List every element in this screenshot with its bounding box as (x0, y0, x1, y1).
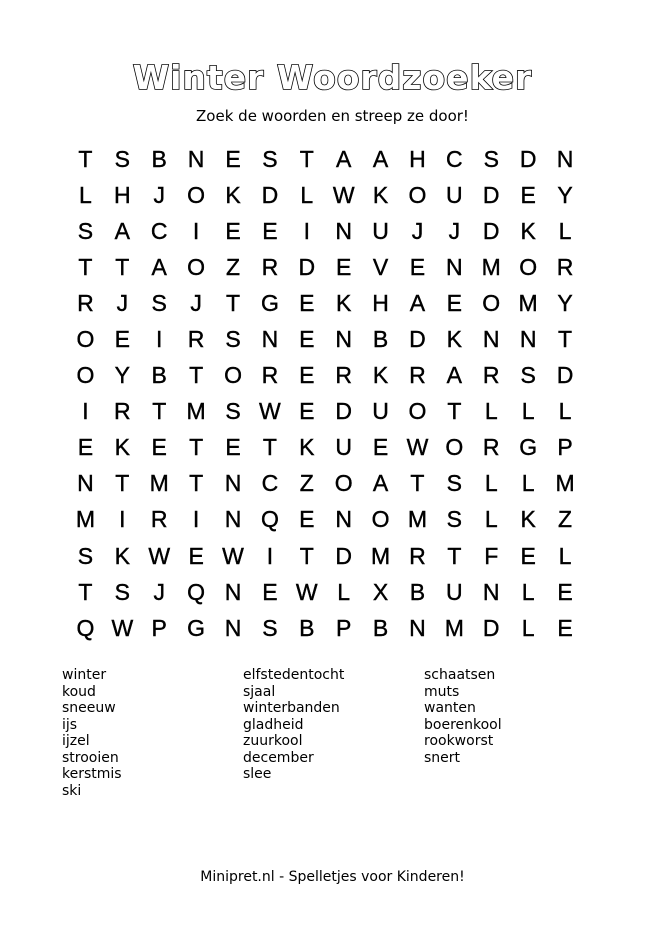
grid-cell: K (299, 434, 315, 461)
grid-cell: M (481, 253, 501, 280)
grid-cell: B (409, 578, 426, 605)
grid-cell: R (261, 253, 279, 280)
grid-cell: R (77, 289, 94, 316)
grid-cell: C (446, 145, 463, 172)
grid-cell: D (335, 398, 352, 425)
grid-cell: T (557, 326, 573, 353)
grid-cell: R (556, 253, 574, 280)
grid-cell: T (152, 398, 167, 425)
grid-cell: J (190, 289, 202, 316)
grid-cell: O (408, 181, 427, 208)
grid-cell: N (482, 326, 500, 353)
grid-cell: S (262, 145, 278, 172)
grid-cell: W (295, 578, 318, 605)
grid-cell: O (187, 181, 206, 208)
grid-cell: D (261, 181, 279, 208)
word-list-item: slee (243, 766, 272, 782)
grid-cell: E (299, 506, 315, 533)
grid-cell: E (114, 326, 130, 353)
grid-cell: L (521, 614, 535, 641)
grid-cell: O (224, 362, 242, 389)
grid-cell: N (187, 145, 205, 172)
grid-cell: M (444, 614, 464, 641)
grid-cell: A (151, 253, 167, 280)
grid-cell: O (371, 506, 390, 533)
footer-credit: Minipret.nl - Spelletjes voor Kinderen! (200, 869, 465, 885)
grid-cell: M (407, 506, 428, 533)
grid-cell: J (411, 217, 424, 244)
grid-cell: L (521, 578, 535, 605)
grid-cell: T (115, 470, 130, 497)
grid-cell: L (484, 506, 498, 533)
word-list-item: december (243, 749, 314, 766)
grid-cell: S (483, 145, 499, 172)
grid-cell: I (192, 506, 200, 533)
word-list-column-1 (62, 667, 122, 799)
grid-cell: E (446, 289, 463, 316)
grid-cell: N (409, 614, 426, 641)
grid-cell: I (119, 506, 126, 533)
grid-cell: Z (557, 506, 573, 533)
grid-cell: E (151, 434, 167, 461)
grid-cell: N (224, 470, 242, 497)
grid-cell: F (484, 542, 499, 569)
word-list-item: rookworst (424, 733, 494, 749)
grid-cell: M (149, 470, 169, 497)
grid-cell: O (76, 362, 95, 389)
grid-cell: J (153, 181, 165, 208)
grid-cell: A (409, 289, 426, 316)
grid-cell: N (77, 470, 94, 497)
grid-cell: B (299, 614, 315, 641)
grid-cell: E (557, 614, 573, 641)
grid-cell: G (519, 434, 538, 461)
grid-cell: T (189, 470, 204, 497)
grid-cell: D (482, 181, 500, 208)
grid-cell: T (189, 362, 204, 389)
grid-cell: K (520, 506, 536, 533)
grid-cell: H (409, 145, 426, 172)
grid-cell: R (409, 542, 426, 569)
grid-cell: D (298, 253, 316, 280)
grid-cell: T (410, 470, 425, 497)
grid-cell: K (225, 181, 241, 208)
grid-cell: T (447, 542, 462, 569)
grid-cell: D (409, 326, 426, 353)
grid-cell: U (335, 434, 352, 461)
grid-cell: S (446, 506, 463, 533)
grid-cell: B (372, 614, 389, 641)
grid-cell: R (187, 326, 205, 353)
grid-cell: D (482, 217, 500, 244)
grid-cell: S (151, 289, 167, 316)
grid-cell: Z (299, 470, 314, 497)
grid-cell: L (337, 578, 351, 605)
grid-cell: S (114, 578, 130, 605)
grid-cell: O (482, 289, 501, 316)
grid-cell: S (77, 542, 94, 569)
grid-cell: E (520, 542, 536, 569)
grid-cell: R (482, 362, 500, 389)
word-list-item: wanten (424, 700, 476, 716)
grid-cell: Y (114, 362, 130, 389)
grid-cell: E (299, 289, 315, 316)
grid-cell: N (224, 578, 242, 605)
grid-cell: T (299, 145, 314, 172)
grid-cell: T (447, 398, 462, 425)
grid-cell: D (519, 145, 537, 172)
grid-cell: J (116, 289, 129, 316)
grid-cell: W (222, 542, 244, 569)
grid-cell: N (482, 578, 500, 605)
grid-cell: I (266, 542, 274, 569)
word-list-item: boerenkool (424, 716, 502, 733)
grid-cell: I (156, 326, 163, 353)
word-list-item: winter (62, 667, 107, 683)
grid-cell: L (484, 470, 498, 497)
word-list-item: schaatsen (424, 667, 496, 683)
grid-cell: U (372, 398, 389, 425)
word-list-item: winterbanden (243, 700, 340, 716)
grid-cell: L (521, 470, 535, 497)
word-list-item: strooien (62, 749, 119, 766)
page-title: Winter Woordzoeker (132, 58, 533, 97)
grid-cell: N (224, 614, 242, 641)
grid-cell: G (187, 614, 206, 641)
grid-cell: U (372, 217, 389, 244)
grid-cell: O (408, 398, 427, 425)
grid-cell: S (520, 362, 536, 389)
grid-cell: L (300, 181, 314, 208)
grid-cell: E (372, 434, 389, 461)
grid-cell: L (79, 181, 92, 208)
grid-cell: L (558, 398, 572, 425)
grid-cell: T (78, 578, 93, 605)
word-list-item: zuurkool (243, 733, 303, 749)
word-list-column-3 (424, 667, 502, 766)
grid-cell: E (336, 253, 352, 280)
page-subtitle: Zoek de woorden en streep ze door! (196, 107, 469, 125)
grid-cell: M (518, 289, 538, 316)
word-list-item: gladheid (243, 716, 304, 733)
word-list-item: ijs (62, 716, 78, 733)
grid-cell: D (556, 362, 574, 389)
grid-cell: W (406, 434, 429, 461)
grid-cell: I (303, 217, 310, 244)
grid-cell: R (335, 362, 352, 389)
grid-cell: R (150, 506, 168, 533)
grid-cell: W (259, 398, 281, 425)
grid-cell: R (409, 362, 426, 389)
grid-cell: W (111, 614, 134, 641)
grid-cell: N (224, 506, 242, 533)
grid-cell: Q (260, 506, 279, 533)
grid-cell: N (335, 326, 352, 353)
grid-cell: L (558, 217, 572, 244)
grid-cell: C (261, 470, 279, 497)
grid-cell: T (225, 289, 241, 316)
grid-cell: S (262, 614, 278, 641)
grid-cell: T (78, 253, 93, 280)
grid-cell: L (558, 542, 572, 569)
grid-cell: B (151, 362, 167, 389)
grid-cell: O (76, 326, 95, 353)
grid-cell: R (114, 398, 131, 425)
grid-cell: L (521, 398, 535, 425)
grid-cell: B (372, 326, 389, 353)
grid-cell: Q (187, 578, 206, 605)
grid-cell: Z (225, 253, 241, 280)
grid-cell: E (299, 362, 315, 389)
grid-cell: T (189, 434, 204, 461)
grid-cell: D (482, 614, 500, 641)
word-list-item: elfstedentocht (243, 667, 345, 683)
grid-cell: W (332, 181, 355, 208)
grid-cell: M (186, 398, 206, 425)
letter-grid (67, 141, 583, 646)
grid-cell: P (151, 614, 167, 641)
word-list-column-2 (243, 667, 344, 783)
grid-cell: H (114, 181, 131, 208)
grid-cell: R (261, 362, 279, 389)
grid-cell: O (187, 253, 206, 280)
grid-cell: S (225, 398, 241, 425)
grid-cell: S (114, 145, 130, 172)
grid-cell: E (520, 181, 536, 208)
word-list-item: snert (424, 749, 461, 766)
grid-cell: S (77, 217, 94, 244)
grid-cell: T (299, 542, 314, 569)
grid-cell: G (260, 289, 279, 316)
grid-cell: H (372, 289, 389, 316)
grid-cell: K (114, 542, 130, 569)
grid-cell: J (448, 217, 461, 244)
word-list-item: sneeuw (62, 700, 116, 716)
grid-cell: K (336, 289, 352, 316)
word-list-item: koud (62, 683, 96, 700)
grid-cell: N (519, 326, 537, 353)
grid-cell: K (114, 434, 130, 461)
word-list-item: ski (62, 782, 82, 799)
grid-cell: E (262, 217, 278, 244)
grid-cell: N (261, 326, 279, 353)
grid-cell: R (482, 434, 500, 461)
grid-cell: P (557, 434, 573, 461)
grid-cell: E (77, 434, 94, 461)
grid-cell: O (334, 470, 353, 497)
grid-cell: E (299, 398, 315, 425)
grid-cell: N (335, 506, 352, 533)
grid-cell: E (188, 542, 204, 569)
grid-cell: A (372, 470, 389, 497)
grid-cell: E (557, 578, 573, 605)
grid-cell: L (484, 398, 498, 425)
grid-cell: T (78, 145, 93, 172)
grid-cell: S (446, 470, 463, 497)
grid-cell: I (192, 217, 200, 244)
grid-cell: A (114, 217, 130, 244)
grid-cell: E (225, 145, 241, 172)
grid-cell: Q (76, 614, 95, 641)
grid-cell: E (409, 253, 426, 280)
grid-cell: S (225, 326, 241, 353)
grid-cell: C (150, 217, 168, 244)
grid-cell: W (148, 542, 171, 569)
grid-cell: T (115, 253, 130, 280)
grid-cell: B (151, 145, 167, 172)
grid-cell: P (336, 614, 352, 641)
grid-cell: K (372, 181, 389, 208)
grid-cell: I (82, 398, 89, 425)
grid-cell: D (335, 542, 352, 569)
grid-cell: N (335, 217, 352, 244)
grid-cell: K (446, 326, 463, 353)
grid-cell: E (262, 578, 278, 605)
grid-cell: U (446, 578, 463, 605)
grid-cell: E (225, 217, 241, 244)
grid-cell: N (446, 253, 463, 280)
grid-cell: X (372, 578, 389, 605)
grid-cell: V (372, 253, 389, 280)
grid-cell: O (445, 434, 464, 461)
grid-cell: U (446, 181, 463, 208)
grid-cell: K (520, 217, 536, 244)
word-list-item: sjaal (243, 683, 276, 700)
grid-cell: A (372, 145, 389, 172)
grid-cell: N (556, 145, 574, 172)
grid-cell: E (225, 434, 241, 461)
grid-cell: O (519, 253, 538, 280)
grid-cell: J (153, 578, 165, 605)
grid-cell: M (555, 470, 575, 497)
grid-cell: Y (557, 181, 573, 208)
grid-cell: A (446, 362, 463, 389)
grid-cell: A (336, 145, 352, 172)
word-list-item: kerstmis (62, 766, 122, 782)
word-list-item: muts (424, 683, 460, 700)
grid-cell: T (262, 434, 277, 461)
grid-cell: M (75, 506, 96, 533)
word-list-item: ijzel (62, 733, 90, 749)
grid-cell: K (372, 362, 389, 389)
grid-cell: E (299, 326, 315, 353)
grid-cell: M (370, 542, 391, 569)
grid-cell: Y (557, 289, 573, 316)
